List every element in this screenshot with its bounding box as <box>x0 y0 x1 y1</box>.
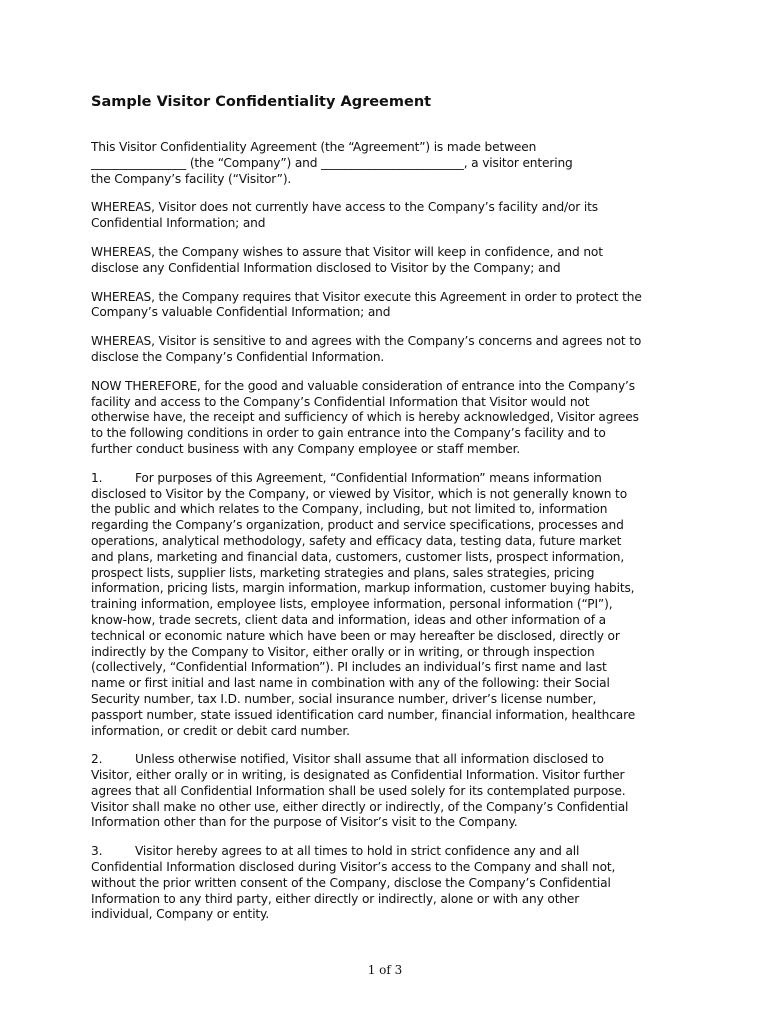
section-2 <box>91 752 683 831</box>
section-number: 1. <box>91 470 103 485</box>
page-number: 1 of 3 <box>367 963 403 977</box>
section-3 <box>91 844 683 923</box>
section-text: Unless otherwise notified, Visitor shall assume that all information disclosed to Visitor, either orally or in writing, is designated as Confidential Information. Visitor further agrees that all Confidential Information shall be used solely for its contemplated purpose. Visitor shall make no other use, either directly or indirectly, of the Company’s Confidential Information other than for the purpose of Visitor’s visit to the Company. <box>91 752 629 830</box>
intro-paragraph: This Visitor Confidentiality Agreement (the “Agreement”) is made between ________________ (the “Company”) and ________________________, a visitor entering the Company’s facility (“Visitor”). <box>91 140 573 186</box>
whereas-paragraph-2: WHEREAS, the Company wishes to assure that Visitor will keep in confidence, and not disclose any Confidential Information disclosed to Visitor by the Company; and <box>91 244 603 275</box>
section-text: For purposes of this Agreement, “Confidential Information” means information disclosed to Visitor by the Company, or viewed by Visitor, which is not generally known to the public and which relates to the Company, including, but not limited to, information regarding the Company’s organization, product and service specifications, processes and operations, analytical methodology, safety and efficacy data, testing data, future market and plans, marketing and financial data, customers, customer lists, prospect information, prospect lists, supplier lists, marketing strategies and plans, sales strategies, pricing information, pricing lists, margin information, markup information, customer buying habits, training information, employee lists, employee information, personal information (“PI”), know-how, trade secrets, client data and information, ideas and other information of a technical or economic nature which have been or may hereafter be disclosed, directly or indirectly by the Company to Visitor, either orally or in writing, or through inspection (collectively, “Confidential Information”). PI includes an individual’s first name and last name or first initial and last name in combination with any of the following: their Social Security number, tax I.D. number, social insurance number, driver’s license number, passport number, state issued identification card number, financial information, healthcare information, or credit or debit card number. <box>91 470 636 738</box>
now-therefore-paragraph: NOW THEREFORE, for the good and valuable consideration of entrance into the Company’s facility and access to the Company’s Confidential Information that Visitor would not otherwise have, the receipt and sufficiency of which is hereby acknowledged, Visitor agrees to the following conditions in order to gain entrance into the Company’s facility and to further conduct business with any Company employee or staff member. <box>91 378 639 456</box>
document-page <box>91 94 683 936</box>
section-1 <box>91 471 683 740</box>
whereas-paragraph-3: WHEREAS, the Company requires that Visitor execute this Agreement in order to protect the Company’s valuable Confidential Information; and <box>91 289 642 320</box>
section-number: 3. <box>91 844 103 859</box>
document-title: Sample Visitor Confidentiality Agreement <box>91 94 432 110</box>
section-number: 2. <box>91 752 103 767</box>
whereas-paragraph-1: WHEREAS, Visitor does not currently have access to the Company’s facility and/or its Confidential Information; and <box>91 200 598 231</box>
section-text: Visitor hereby agrees to at all times to hold in strict confidence any and all Confidential Information disclosed during Visitor’s access to the Company and shall not, without the prior written consent of the Company, disclose the Company’s Confidential Information to any third party, either directly or indirectly, alone or with any other individual, Company or entity. <box>91 844 616 922</box>
whereas-paragraph-4: WHEREAS, Visitor is sensitive to and agrees with the Company’s concerns and agrees not to disclose the Company’s Confidential Information. <box>91 334 642 364</box>
